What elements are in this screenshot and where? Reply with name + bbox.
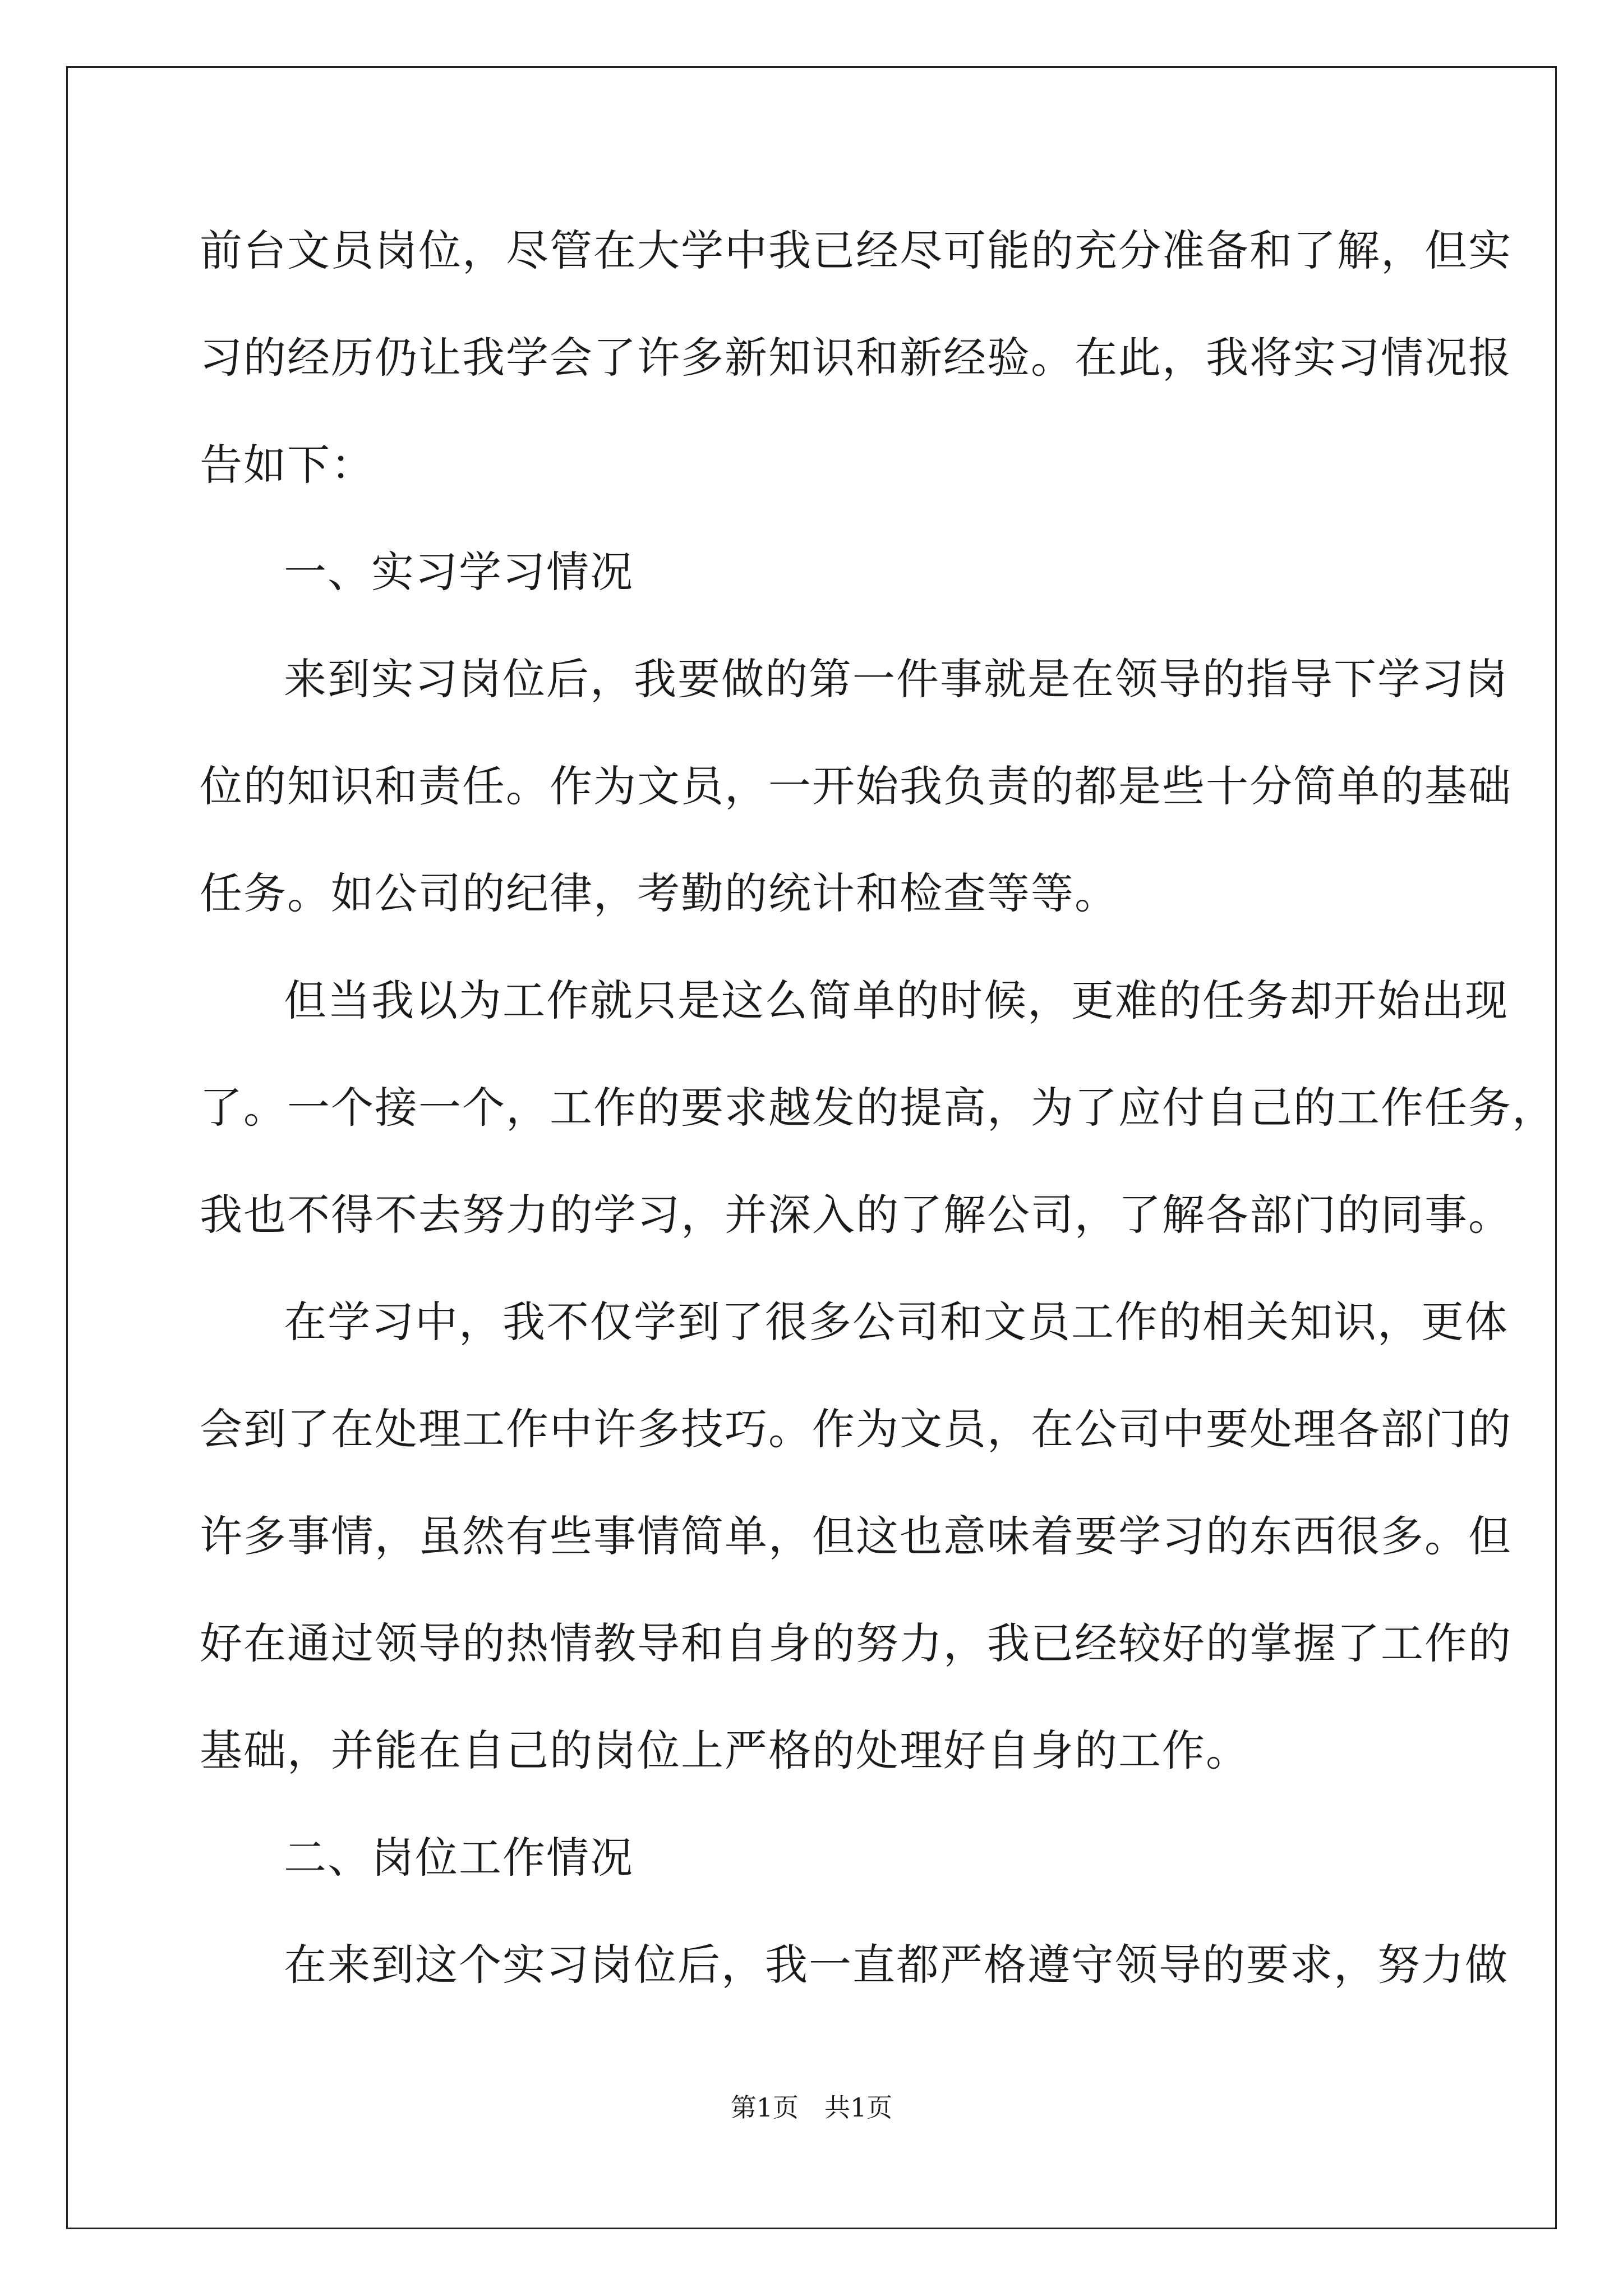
section-heading: 一、实习学习情况 [284,547,634,597]
body-line: 许多事情，虽然有些事情简单，但这也意味着要学习的东西很多。但 [200,1511,1512,1561]
body-line: 了。一个接一个，工作的要求越发的提高，为了应付自己的工作任务， [200,1083,1556,1133]
body-line: 在学习中，我不仅学到了很多公司和文员工作的相关知识，更体 [284,1297,1509,1347]
body-line: 好在通过领导的热情教导和自身的努力，我已经较好的掌握了工作的 [200,1618,1512,1668]
body-line: 基础，并能在自己的岗位上严格的处理好自身的工作。 [200,1726,1249,1775]
body-line: 但当我以为工作就只是这么简单的时候，更难的任务却开始出现 [284,976,1509,1025]
body-line: 会到了在处理工作中许多技巧。作为文员，在公司中要处理各部门的 [200,1404,1512,1454]
body-line: 任务。如公司的纪律，考勤的统计和检查等等。 [200,868,1118,918]
section-heading: 二、岗位工作情况 [284,1833,634,1883]
body-line: 在来到这个实习岗位后，我一直都严格遵守领导的要求，努力做 [284,1940,1509,1990]
page-border [66,66,1557,2229]
page-number: 第1页 共1页 [730,2092,893,2123]
body-line: 习的经历仍让我学会了许多新知识和新经验。在此，我将实习情况报 [200,333,1512,383]
body-line: 位的知识和责任。作为文员，一开始我负责的都是些十分简单的基础 [200,761,1512,811]
body-line: 我也不得不去努力的学习，并深入的了解公司，了解各部门的同事。 [200,1190,1512,1240]
body-line: 来到实习岗位后，我要做的第一件事就是在领导的指导下学习岗 [284,654,1509,704]
body-line: 前台文员岗位，尽管在大学中我已经尽可能的充分准备和了解，但实 [200,226,1512,275]
body-line: 告如下： [200,440,375,490]
